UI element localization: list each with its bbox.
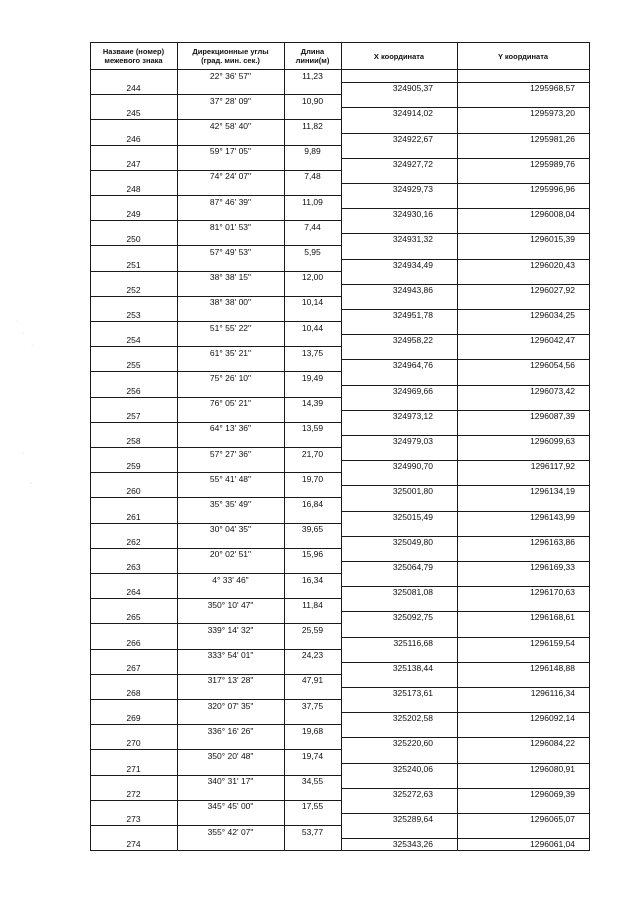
- point-name: 245: [126, 108, 141, 119]
- x-coordinate: 324922,67: [392, 133, 433, 144]
- row-rule: [341, 158, 589, 159]
- header-x-coordinate: X координата: [373, 52, 425, 61]
- bearing-angle: 51° 55' 22": [209, 322, 252, 333]
- x-coordinate: 325173,61: [392, 687, 433, 698]
- row-rule: [341, 284, 589, 285]
- point-name: 253: [126, 309, 141, 320]
- column-rule: [589, 42, 590, 850]
- header-y-coordinate: Y координата: [497, 52, 549, 61]
- bearing-angle: 87° 46' 39": [209, 196, 252, 207]
- point-name: 268: [126, 687, 141, 698]
- line-length: 7,48: [304, 171, 321, 182]
- x-coordinate: 324973,12: [392, 410, 433, 421]
- x-coordinate: 324931,32: [392, 234, 433, 245]
- point-name: 260: [126, 486, 141, 497]
- x-coordinate: 325092,75: [392, 612, 433, 623]
- line-length: 15,96: [301, 549, 324, 560]
- row-rule: [341, 511, 589, 512]
- row-rule: [341, 385, 589, 386]
- bearing-angle: 20° 02' 51": [209, 549, 252, 560]
- header-line-length: Длина линии(м): [295, 47, 330, 65]
- bearing-angle: 350° 20' 48": [207, 750, 254, 761]
- point-name: 264: [126, 587, 141, 598]
- line-length: 37,75: [301, 700, 324, 711]
- x-coordinate: 324914,02: [392, 108, 433, 119]
- row-rule: [341, 536, 589, 537]
- y-coordinate: 1295989,76: [530, 158, 575, 169]
- line-length: 10,44: [301, 322, 324, 333]
- line-length: 17,55: [301, 801, 324, 812]
- row-rule: [341, 687, 589, 688]
- row-rule: [341, 712, 589, 713]
- y-coordinate: 1296163,86: [530, 536, 575, 547]
- bearing-angle: 64° 13' 36": [209, 423, 252, 434]
- line-length: 11,09: [302, 196, 323, 207]
- x-coordinate: 325116,68: [393, 637, 433, 648]
- y-coordinate: 1296008,04: [530, 209, 575, 220]
- x-coordinate: 324951,78: [392, 309, 433, 320]
- line-length: 5,95: [304, 246, 321, 257]
- line-length: 21,70: [301, 448, 324, 459]
- row-rule: [341, 737, 589, 738]
- line-length: 11,82: [302, 120, 323, 131]
- line-length: 39,65: [301, 524, 324, 535]
- line-length: 47,91: [301, 675, 324, 686]
- point-name: 255: [126, 360, 141, 371]
- y-coordinate: 1296027,92: [530, 284, 575, 295]
- bearing-angle: 38° 38' 15": [209, 272, 252, 283]
- row-rule: [341, 107, 589, 108]
- row-rule: [341, 838, 589, 839]
- bearing-angle: 336° 16' 26": [207, 725, 254, 736]
- x-coordinate: 324990,70: [392, 461, 433, 472]
- row-rule: [341, 133, 589, 134]
- row-rule: [341, 410, 589, 411]
- x-coordinate: 325138,44: [392, 662, 433, 673]
- x-coordinate: 325202,58: [392, 713, 433, 724]
- y-coordinate: 1296134,19: [530, 486, 575, 497]
- header-point-name: Назваие (номер) межевого знака: [102, 47, 165, 65]
- bearing-angle: 333° 54' 01": [207, 650, 254, 661]
- row-rule: [341, 561, 589, 562]
- line-length: 25,59: [301, 624, 324, 635]
- point-name: 265: [126, 612, 141, 623]
- y-coordinate: 1296099,63: [530, 435, 575, 446]
- bearing-angle: 76° 05' 21": [209, 398, 252, 409]
- point-name: 247: [126, 158, 141, 169]
- y-coordinate: 1295973,20: [530, 108, 575, 119]
- x-coordinate: 324969,66: [392, 385, 433, 396]
- row-rule: [341, 788, 589, 789]
- bearing-angle: 74° 24' 07": [209, 171, 252, 182]
- row-rule: [341, 485, 589, 486]
- bearing-angle: 317° 13' 28": [207, 675, 254, 686]
- point-name: 257: [126, 410, 141, 421]
- row-rule: [341, 586, 589, 587]
- y-coordinate: 1296069,39: [530, 788, 575, 799]
- point-name: 251: [126, 259, 141, 270]
- line-length: 11,84: [302, 599, 323, 610]
- line-length: 13,59: [301, 423, 324, 434]
- y-coordinate: 1296143,99: [530, 511, 575, 522]
- line-length: 14,39: [301, 398, 324, 409]
- x-coordinate: 325220,60: [392, 738, 433, 749]
- line-length: 10,90: [301, 95, 324, 106]
- bearing-angle: 350° 10' 47": [207, 599, 254, 610]
- point-name: 270: [126, 738, 141, 749]
- x-coordinate: 324927,72: [392, 158, 433, 169]
- bearing-angle: 42° 58' 40": [209, 120, 252, 131]
- bearing-angle: 355° 42' 07": [207, 826, 254, 837]
- bearing-angle: 37° 28' 09": [209, 95, 252, 106]
- point-name: 248: [126, 183, 141, 194]
- bearing-angle: 340° 31' 17": [207, 776, 254, 787]
- point-name: 256: [126, 385, 141, 396]
- y-coordinate: 1296170,63: [530, 587, 575, 598]
- scan-speck: ·: [16, 318, 19, 325]
- line-length: 11,23: [302, 70, 323, 81]
- line-length: 34,55: [301, 776, 324, 787]
- line-length: 19,68: [301, 725, 324, 736]
- line-length: 19,70: [301, 473, 324, 484]
- y-coordinate: 1296061,04: [530, 839, 575, 850]
- x-coordinate: 325015,49: [392, 511, 433, 522]
- line-length: 19,49: [301, 372, 324, 383]
- point-name: 269: [126, 713, 141, 724]
- row-rule: [341, 183, 589, 184]
- row-rule: [341, 259, 589, 260]
- x-coordinate: 324979,03: [392, 435, 433, 446]
- point-name: 273: [126, 813, 141, 824]
- y-coordinate: 1296042,47: [530, 335, 575, 346]
- line-length: 53,77: [301, 826, 324, 837]
- bearing-angle: 38° 38' 00": [209, 297, 252, 308]
- x-coordinate: 325289,64: [392, 813, 433, 824]
- point-name: 267: [126, 662, 141, 673]
- x-coordinate: 324934,49: [392, 259, 433, 270]
- x-coordinate: 324964,76: [392, 360, 433, 371]
- bearing-angle: 35° 35' 49": [209, 498, 252, 509]
- point-name: 246: [126, 133, 141, 144]
- y-coordinate: 1296087,39: [530, 410, 575, 421]
- line-length: 24,23: [301, 650, 324, 661]
- row-rule: [341, 435, 589, 436]
- x-coordinate: 324943,86: [392, 284, 433, 295]
- x-coordinate: 325064,79: [392, 561, 433, 572]
- bearing-angle: 345° 45' 00": [207, 801, 254, 812]
- bearing-angle: 75° 26' 10": [209, 372, 252, 383]
- bearing-angle: 61° 35' 21": [209, 347, 252, 358]
- point-name: 252: [126, 284, 141, 295]
- x-coordinate: 324905,37: [392, 83, 433, 94]
- y-coordinate: 1296169,33: [530, 561, 575, 572]
- line-length: 16,84: [301, 498, 324, 509]
- y-coordinate: 1296080,91: [530, 763, 575, 774]
- point-name: 266: [126, 637, 141, 648]
- point-name: 259: [126, 461, 141, 472]
- y-coordinate: 1296073,42: [530, 385, 575, 396]
- row-rule: [341, 611, 589, 612]
- row-rule: [341, 233, 589, 234]
- bearing-angle: 320° 07' 35": [207, 700, 254, 711]
- scan-speck: ·: [22, 330, 25, 337]
- bearing-angle: 339° 14' 32": [207, 624, 254, 635]
- point-name: 271: [126, 763, 141, 774]
- point-name: 244: [126, 83, 141, 94]
- point-name: 263: [126, 561, 141, 572]
- line-length: 16,34: [301, 574, 324, 585]
- point-name: 261: [126, 511, 141, 522]
- x-coordinate: 324930,16: [392, 209, 433, 220]
- y-coordinate: 1296159,54: [530, 637, 575, 648]
- point-name: 262: [126, 536, 141, 547]
- bearing-angle: 59° 17' 05": [209, 146, 252, 157]
- x-coordinate: 325343,26: [392, 839, 433, 850]
- row-rule: [341, 662, 589, 663]
- x-coordinate: 325001,80: [392, 486, 433, 497]
- bearing-angle: 4° 33' 46": [212, 574, 249, 585]
- bearing-angle: 57° 49' 53": [209, 246, 252, 257]
- scan-speck: ·: [22, 450, 25, 457]
- row-rule: [341, 359, 589, 360]
- y-coordinate: 1296054,56: [530, 360, 575, 371]
- bearing-angle: 55° 41' 48": [209, 473, 252, 484]
- y-coordinate: 1296084,22: [530, 738, 575, 749]
- bearing-angle: 81° 01' 53": [209, 221, 252, 232]
- row-rule: [341, 208, 589, 209]
- point-name: 272: [126, 788, 141, 799]
- scan-speck: ·: [31, 342, 34, 349]
- x-coordinate: 325272,63: [392, 788, 433, 799]
- bearing-angle: 57° 27' 36": [209, 448, 252, 459]
- bearing-angle: 30° 04' 35": [209, 524, 252, 535]
- line-length: 7,44: [304, 221, 321, 232]
- row-rule: [341, 637, 589, 638]
- x-coordinate: 325081,08: [392, 587, 433, 598]
- bearing-angle: 22° 36' 57": [209, 70, 252, 81]
- row-rule: [341, 763, 589, 764]
- y-coordinate: 1295968,57: [530, 83, 575, 94]
- row-rule: [341, 813, 589, 814]
- y-coordinate: 1296116,34: [530, 687, 575, 698]
- point-name: 274: [126, 839, 141, 850]
- y-coordinate: 1296065,07: [530, 813, 575, 824]
- y-coordinate: 1296015,39: [530, 234, 575, 245]
- x-coordinate: 324958,22: [392, 335, 433, 346]
- row-rule: [341, 82, 589, 83]
- point-name: 258: [126, 435, 141, 446]
- row-rule: [341, 309, 589, 310]
- y-coordinate: 1296034,25: [530, 309, 575, 320]
- y-coordinate: 1296117,92: [530, 461, 575, 472]
- y-coordinate: 1296020,43: [530, 259, 575, 270]
- row-rule: [341, 334, 589, 335]
- x-coordinate: 325240,06: [392, 763, 433, 774]
- header-bearing-angle: Дирекционные углы (град. мин. сек.): [192, 47, 269, 65]
- point-name: 254: [126, 335, 141, 346]
- y-coordinate: 1295981,26: [530, 133, 575, 144]
- point-name: 249: [126, 209, 141, 220]
- line-length: 12,00: [301, 272, 324, 283]
- line-length: 9,89: [304, 146, 321, 157]
- row-rule: [341, 460, 589, 461]
- y-coordinate: 1295996,96: [530, 183, 575, 194]
- line-length: 10,14: [301, 297, 324, 308]
- line-length: 19,74: [301, 750, 324, 761]
- x-coordinate: 324929,73: [392, 183, 433, 194]
- y-coordinate: 1296092,14: [530, 713, 575, 724]
- line-length: 13,75: [301, 347, 324, 358]
- y-coordinate: 1296168,61: [530, 612, 575, 623]
- table-top-rule: [90, 42, 590, 43]
- y-coordinate: 1296148,88: [530, 662, 575, 673]
- x-coordinate: 325049,80: [392, 536, 433, 547]
- row-rule: [90, 850, 341, 851]
- point-name: 250: [126, 234, 141, 245]
- scan-speck: ·: [30, 480, 33, 487]
